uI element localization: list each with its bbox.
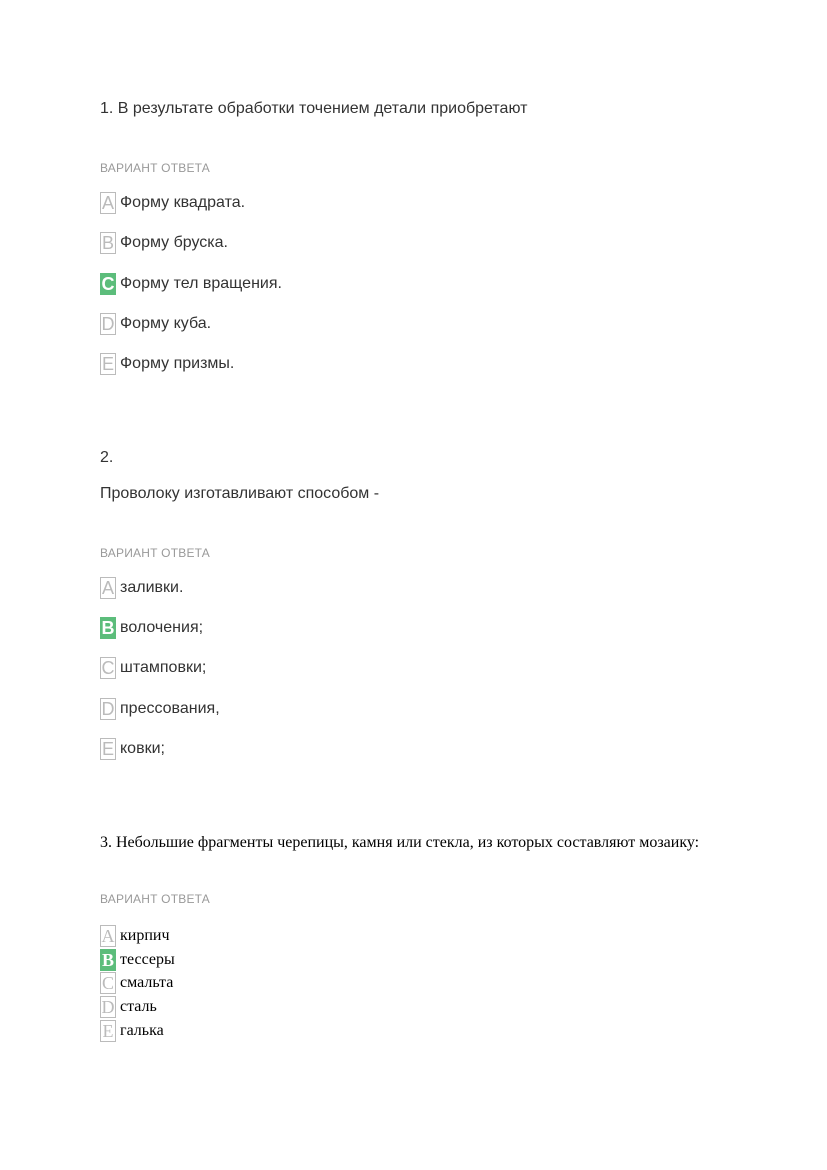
option-text: кирпич	[120, 927, 170, 944]
option-d[interactable]	[100, 996, 500, 1018]
option-text: штамповки;	[120, 659, 207, 676]
option-e[interactable]	[100, 738, 500, 760]
option-c[interactable]	[100, 657, 500, 679]
question-text: 1. В результате обработки точением детали приобретают	[100, 100, 528, 117]
option-d[interactable]	[100, 698, 500, 720]
option-letter-correct: B	[101, 950, 114, 970]
option-letter: C	[101, 973, 114, 993]
option-letter-correct: C	[101, 274, 115, 294]
option-text: Форму призмы.	[120, 355, 235, 372]
option-a[interactable]	[100, 577, 500, 599]
option-c[interactable]	[100, 273, 500, 295]
option-letter: A	[101, 926, 115, 946]
option-letter: E	[101, 739, 114, 759]
question-1	[100, 99, 780, 374]
option-letter: C	[101, 658, 115, 678]
option-text: заливки.	[120, 579, 184, 596]
option-text: Форму тел вращения.	[120, 275, 282, 292]
option-b[interactable]	[100, 617, 500, 639]
question-3	[100, 833, 780, 1041]
option-text: ковки;	[120, 740, 165, 757]
option-b[interactable]	[100, 949, 500, 971]
option-letter: D	[101, 699, 115, 719]
answer-variant-label: ВАРИАНТ ОТВЕТА	[100, 161, 210, 175]
option-text: Форму бруска.	[120, 234, 228, 251]
option-e[interactable]	[100, 353, 500, 375]
option-text: Форму куба.	[120, 315, 212, 332]
option-e[interactable]	[100, 1020, 500, 1042]
option-letter: E	[100, 1020, 116, 1042]
option-a[interactable]	[100, 925, 500, 947]
option-text: Форму квадрата.	[120, 194, 246, 211]
option-c[interactable]	[100, 972, 500, 994]
option-a[interactable]	[100, 192, 500, 214]
option-letter: D	[101, 314, 115, 334]
question-number: 2.	[100, 449, 114, 466]
option-letter: A	[101, 578, 114, 598]
option-d[interactable]	[100, 313, 500, 335]
option-text: прессования,	[120, 700, 220, 717]
option-text: галька	[120, 1022, 164, 1039]
question-2	[100, 448, 780, 759]
option-text: волочения;	[120, 619, 204, 636]
answer-variant-label: ВАРИАНТ ОТВЕТА	[100, 892, 210, 906]
option-text: смальта	[120, 974, 174, 991]
option-letter: B	[101, 233, 114, 253]
answer-variant-label: ВАРИАНТ ОТВЕТА	[100, 546, 210, 560]
option-text: сталь	[120, 998, 157, 1015]
question-text: 3. Небольшие фрагменты черепицы, камня или стекла, из которых составляют мозаику:	[100, 834, 700, 851]
option-letter: D	[101, 997, 115, 1017]
option-letter-correct: B	[101, 618, 115, 638]
option-letter: A	[101, 193, 114, 213]
option-text: тессеры	[120, 951, 175, 968]
question-text: Проволоку изготавливают способом -	[100, 485, 380, 502]
option-b[interactable]	[100, 232, 500, 254]
option-letter: E	[101, 354, 114, 374]
